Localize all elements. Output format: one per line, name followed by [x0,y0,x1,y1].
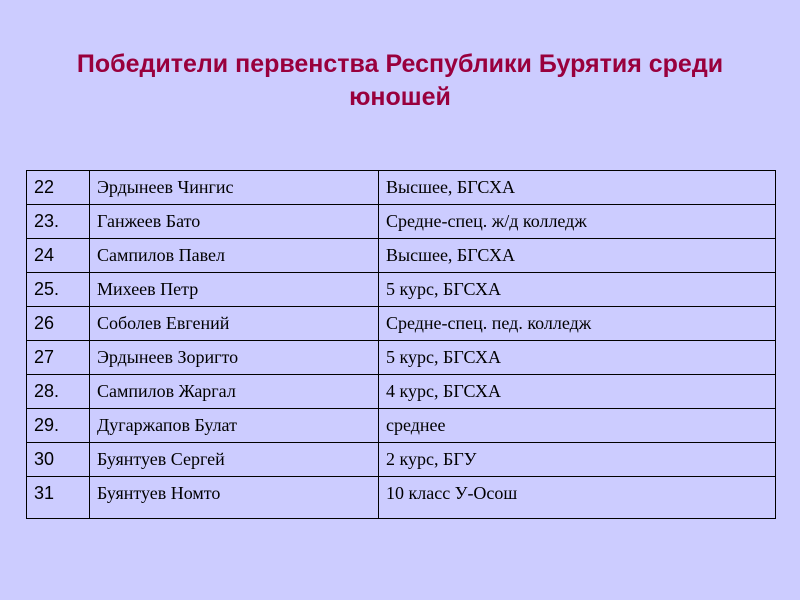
education: 4 курс, БГСХА [379,375,776,409]
slide-title-line-2: юношей [349,83,451,111]
participant-name: Сампилов Павел [90,239,379,273]
education: 2 курс, БГУ [379,443,776,477]
table-row [27,239,776,273]
education: среднее [379,409,776,443]
row-number: 25. [27,273,90,307]
education: Средне-спец. пед. колледж [379,307,776,341]
education: 5 курс, БГСХА [379,273,776,307]
row-number: 24 [27,239,90,273]
table-row [27,375,776,409]
education: Средне-спец. ж/д колледж [379,205,776,239]
slide-title [30,48,770,114]
table-row [27,409,776,443]
participant-name: Михеев Петр [90,273,379,307]
education: 5 курс, БГСХА [379,341,776,375]
row-number: 26 [27,307,90,341]
row-number: 23. [27,205,90,239]
slide-title-line-1: Победители первенства Республики Бурятия среди [76,50,724,78]
row-number: 29. [27,409,90,443]
table-row [27,477,776,519]
row-number: 22 [27,171,90,205]
education: 10 класс У-Осош [379,477,776,519]
education: Высшее, БГСХА [379,239,776,273]
participant-name: Дугаржапов Булат [90,409,379,443]
table-row [27,205,776,239]
participant-name: Эрдынеев Чингис [90,171,379,205]
education: Высшее, БГСХА [379,171,776,205]
table-row [27,171,776,205]
participant-name: Ганжеев Бато [90,205,379,239]
participant-name: Соболев Евгений [90,307,379,341]
participant-name: Сампилов Жаргал [90,375,379,409]
table-row [27,443,776,477]
table-row [27,341,776,375]
row-number: 30 [27,443,90,477]
row-number: 28. [27,375,90,409]
row-number: 27 [27,341,90,375]
participant-name: Буянтуев Сергей [90,443,379,477]
participant-name: Эрдынеев Зоригто [90,341,379,375]
table-row [27,273,776,307]
row-number: 31 [27,477,90,519]
participant-name: Буянтуев Номто [90,477,379,519]
winners-table [26,170,776,519]
table-row [27,307,776,341]
